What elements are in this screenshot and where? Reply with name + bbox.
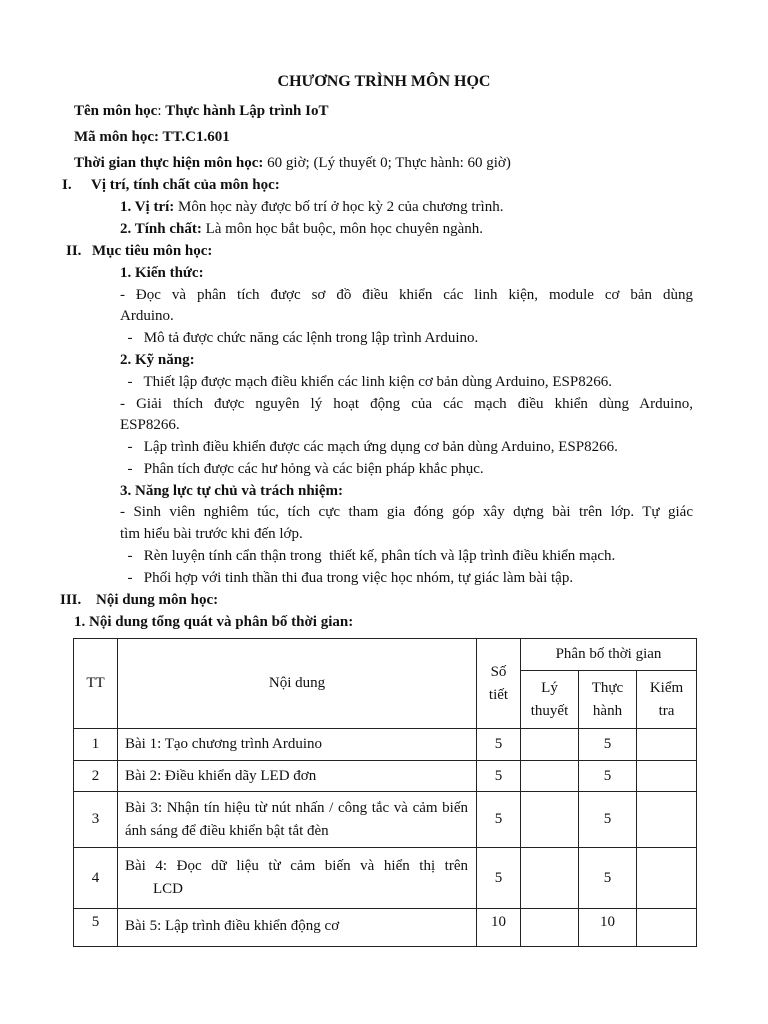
row-content: Bài 3: Nhận tín hiệu từ nút nhấn / công tắc và cảm biến ánh sáng để điều khiển bật tắt đèn (118, 792, 477, 848)
row-theory (521, 848, 579, 909)
section-2-heading: Mục tiêu môn học: (92, 243, 213, 259)
row-exam (637, 848, 697, 909)
course-name-value: Thực hành Lập trình IoT (165, 103, 329, 119)
table-row (74, 792, 697, 848)
section-2-number: II. (66, 243, 82, 259)
row-tt: 3 (74, 792, 118, 848)
header-practice-line-1: Thực (591, 679, 624, 696)
row-total: 5 (477, 792, 521, 848)
row-exam (637, 729, 697, 761)
row-exam (637, 909, 697, 947)
row-total: 5 (477, 761, 521, 792)
row-theory (521, 729, 579, 761)
row-theory (521, 761, 579, 792)
skills-bullet-2-line-2: ESP8266. (120, 417, 180, 433)
header-total-line-2: tiết (488, 686, 509, 703)
time-allocation-table (73, 638, 697, 947)
autonomy-heading: 3. Năng lực tự chủ và trách nhiệm: (120, 483, 343, 499)
nature-label: 2. Tính chất: (120, 221, 202, 237)
header-theory-line-1: Lý (541, 679, 558, 696)
course-name-label: Tên môn học (74, 103, 158, 119)
row-total: 5 (477, 729, 521, 761)
course-name-colon: : (157, 103, 166, 119)
row-content (118, 848, 477, 909)
header-exam-line-2: tra (658, 702, 675, 719)
row-total: 10 (477, 909, 521, 947)
skills-bullet-3: - Lập trình điều khiển được các mạch ứng dụng cơ bản dùng Arduino, ESP8266. (120, 439, 618, 455)
row-content: Bài 1: Tạo chương trình Arduino (118, 729, 477, 761)
table-header-row (74, 639, 697, 671)
row-content: Bài 5: Lập trình điều khiển động cơ (118, 909, 477, 947)
row-tt: 1 (74, 729, 118, 761)
row-exam (637, 761, 697, 792)
duration-line (74, 153, 511, 173)
row-total: 5 (477, 848, 521, 909)
position-line (120, 197, 503, 217)
row-theory (521, 792, 579, 848)
header-total (477, 639, 521, 729)
section-3-subheading: 1. Nội dung tổng quát và phân bố thời gian: (74, 614, 354, 630)
autonomy-bullet-2: - Rèn luyện tính cẩn thận trong thiết kế, phân tích và lập trình điều khiển mạch. (120, 548, 616, 564)
section-3-heading: Nội dung môn học: (96, 592, 219, 608)
section-1-heading: Vị trí, tính chất của môn học: (91, 177, 280, 193)
header-exam-line-1: Kiểm (649, 679, 684, 696)
skills-bullet-2-line-1: - Giải thích được nguyên lý hoạt động của các mạch điều khiển dùng Arduino, (120, 396, 693, 412)
skills-bullet-1: - Thiết lập được mạch điều khiển các linh kiện cơ bản dùng Arduino, ESP8266. (120, 374, 612, 390)
header-tt: TT (74, 639, 118, 729)
nature-text: Là môn học bắt buộc, môn học chuyên ngành. (201, 221, 484, 237)
row-tt: 2 (74, 761, 118, 792)
header-content: Nội dung (118, 639, 477, 729)
row-content: Bài 2: Điều khiển dãy LED đơn (118, 761, 477, 792)
header-total-line-1: Số (490, 663, 507, 680)
skills-bullet-4: - Phân tích được các hư hỏng và các biện pháp khắc phục. (120, 461, 484, 477)
autonomy-bullet-3: - Phối hợp với tinh thần thi đua trong việc học nhóm, tự giác làm bài tập. (120, 570, 574, 586)
row-content-line-1: Bài 4: Đọc dữ liệu từ cảm biến và hiển thị trên (125, 858, 468, 874)
duration-value: 60 giờ; (Lý thuyết 0; Thực hành: 60 giờ) (263, 155, 511, 171)
position-text: Môn học này được bố trí ở học kỳ 2 của chương trình. (174, 199, 504, 215)
course-name-line (74, 101, 329, 121)
row-tt: 5 (74, 909, 118, 947)
position-label: 1. Vị trí: (120, 199, 175, 215)
autonomy-bullet-1-line-2: tìm hiểu bài trước khi đến lớp. (120, 526, 303, 542)
row-practice: 5 (579, 848, 637, 909)
header-distribution: Phân bố thời gian (521, 639, 697, 671)
row-practice: 10 (579, 909, 637, 947)
row-practice: 5 (579, 761, 637, 792)
header-exam (637, 671, 697, 729)
row-theory (521, 909, 579, 947)
row-tt: 4 (74, 848, 118, 909)
duration-label: Thời gian thực hiện môn học: (74, 155, 264, 171)
row-content-line-2: LCD (153, 881, 183, 897)
row-exam (637, 792, 697, 848)
header-practice-line-2: hành (592, 702, 623, 719)
section-3-number: III. (60, 592, 82, 608)
row-practice: 5 (579, 729, 637, 761)
header-theory (521, 671, 579, 729)
header-practice (579, 671, 637, 729)
row-practice: 5 (579, 792, 637, 848)
knowledge-bullet-1-line-1: - Đọc và phân tích được sơ đồ điều khiển các linh kiện, module cơ bản dùng (120, 287, 693, 303)
knowledge-heading: 1. Kiến thức: (120, 265, 204, 281)
table-row (74, 909, 697, 947)
section-1-number: I. (62, 177, 72, 193)
course-code: Mã môn học: TT.C1.601 (74, 129, 230, 145)
table-row (74, 761, 697, 792)
table-row (74, 729, 697, 761)
header-theory-line-2: thuyết (530, 702, 569, 719)
document-title: CHƯƠNG TRÌNH MÔN HỌC (277, 73, 491, 90)
skills-heading: 2. Kỹ năng: (120, 352, 195, 368)
knowledge-bullet-2: - Mô tả được chức năng các lệnh trong lập trình Arduino. (120, 330, 479, 346)
nature-line (120, 219, 483, 239)
autonomy-bullet-1-line-1: - Sinh viên nghiêm túc, tích cực tham gia đóng góp xây dựng bài trên lớp. Tự giác (120, 504, 693, 520)
knowledge-bullet-1-line-2: Arduino. (120, 308, 174, 324)
table-row (74, 848, 697, 909)
